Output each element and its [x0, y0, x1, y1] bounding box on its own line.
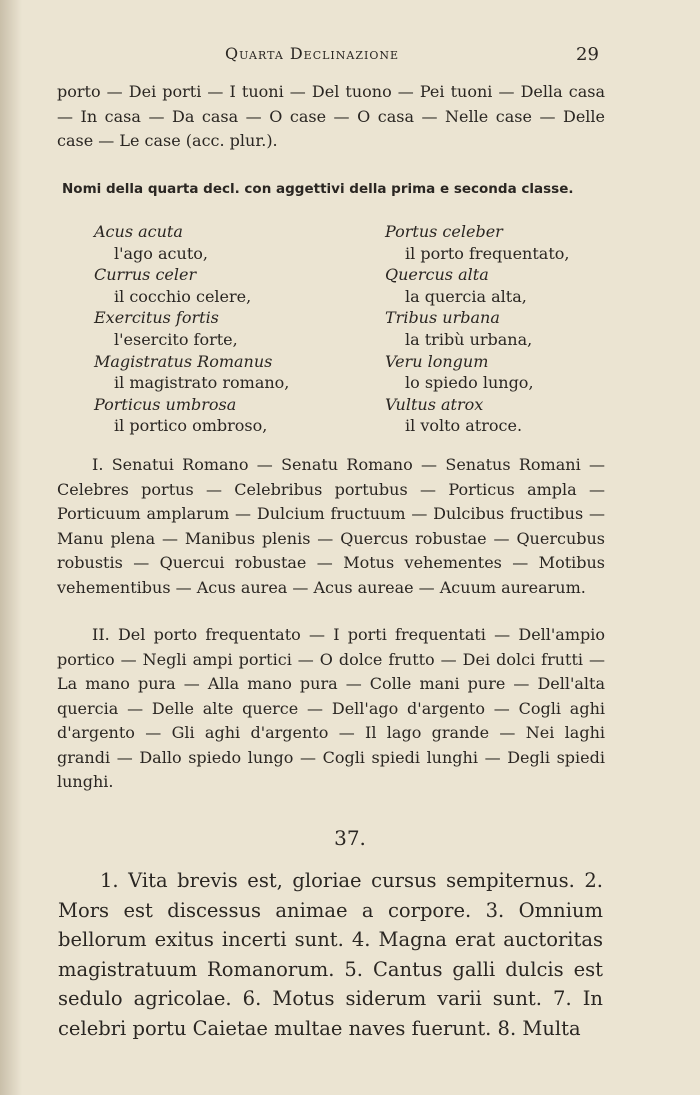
vocab-entry — [385, 264, 665, 307]
section-heading: Nomi della quarta decl. con aggettivi della prima e seconda classe. — [62, 181, 574, 197]
vocabulary-left-column — [94, 221, 374, 437]
latin-sentences-text: 1. Vita brevis est, gloriae cursus sempiternus. 2. Mors est discessus animae a corpore. 3. Omnium bellorum exitus incerti sunt. 4. Magna erat auctoritas magistratuum Romanorum. 5. Cantus galli dulcis est sedulo agricolae. 6. Motus siderum varii sunt. 7. In celebri portu Caietae multae naves fuerunt. 8. Multa — [58, 869, 603, 1040]
vocabulary-right-column — [385, 221, 665, 437]
vocab-entry — [94, 394, 374, 437]
latin-term: Currus celer — [94, 265, 197, 285]
latin-term: Vultus atrox — [385, 394, 484, 414]
italian-term: la tribù urbana, — [405, 329, 533, 349]
latin-term: Tribus urbana — [385, 308, 500, 328]
exercise-II-text: II. Del porto frequentato — I porti frequentati — Dell'ampio portico — Negli ampi portici — O dolce frutto — Dei dolci frutti — La mano pura — Alla mano pura — Colle mani pure — Dell'alta quercia — Delle alte querce — Dell'ago d'argento — Cogli aghi d'argento — Gli aghi d'argento — Il lago grande — Nei laghi grandi — Dallo spiedo lungo — Cogli spiedi lunghi — Degli spiedi lunghi. — [57, 625, 605, 791]
italian-term: il volto atroce. — [405, 416, 523, 436]
paragraph-1-text: porto — Dei porti — I tuoni — Del tuono — Pei tuoni — Della casa — In casa — Da casa — O case — O casa — Nelle case — Delle case — Le case (acc. plur.). — [57, 82, 605, 150]
italian-term: l'ago acuto, — [114, 243, 208, 263]
vocab-entry — [385, 307, 665, 350]
vocab-entry — [94, 351, 374, 394]
latin-term: Exercitus fortis — [94, 308, 219, 328]
exercise-II — [57, 623, 605, 795]
exercise-I — [57, 453, 605, 600]
vocab-entry — [94, 264, 374, 307]
italian-term: l'esercito forte, — [114, 329, 238, 349]
vocab-entry — [385, 351, 665, 394]
latin-term: Magistratus Romanus — [94, 351, 273, 371]
running-title: Quarta Declinazione — [225, 44, 400, 63]
page-edge — [0, 0, 22, 1095]
running-header — [0, 44, 700, 68]
latin-term: Portus celeber — [385, 222, 503, 241]
vocab-entry — [385, 221, 665, 264]
exercise-I-text: I. Senatui Romano — Senatu Romano — Senatus Romani — Celebres portus — Celebribus portubus — Porticus ampla — Porticuum amplarum — Dulcium fructuum — Dulcibus fructibus — Manu plena — Manibus plenis — Quercus robustae — Quercubus robustis — Quercui robustae — Motus vehementes — Motibus vehementibus — Acus aurea — Acus aureae — Acuum aurearum. — [57, 455, 605, 597]
latin-term: Veru longum — [385, 351, 489, 371]
italian-term: il magistrato romano, — [114, 373, 290, 393]
vocab-entry — [94, 307, 374, 350]
italian-term: lo spiedo lungo, — [405, 373, 534, 393]
italian-term: la quercia alta, — [405, 286, 527, 306]
latin-term: Porticus umbrosa — [94, 394, 237, 414]
latin-sentences — [58, 866, 603, 1043]
vocab-entry — [94, 221, 374, 264]
translation-exercise-continued — [57, 80, 605, 154]
exercise-number: 37. — [334, 826, 366, 850]
vocab-entry — [385, 394, 665, 437]
latin-term: Quercus alta — [385, 265, 489, 285]
italian-term: il portico ombroso, — [114, 416, 268, 436]
latin-term: Acus acuta — [94, 222, 183, 241]
page-number: 29 — [576, 44, 599, 65]
italian-term: il porto frequentato, — [405, 243, 570, 263]
italian-term: il cocchio celere, — [114, 286, 252, 306]
